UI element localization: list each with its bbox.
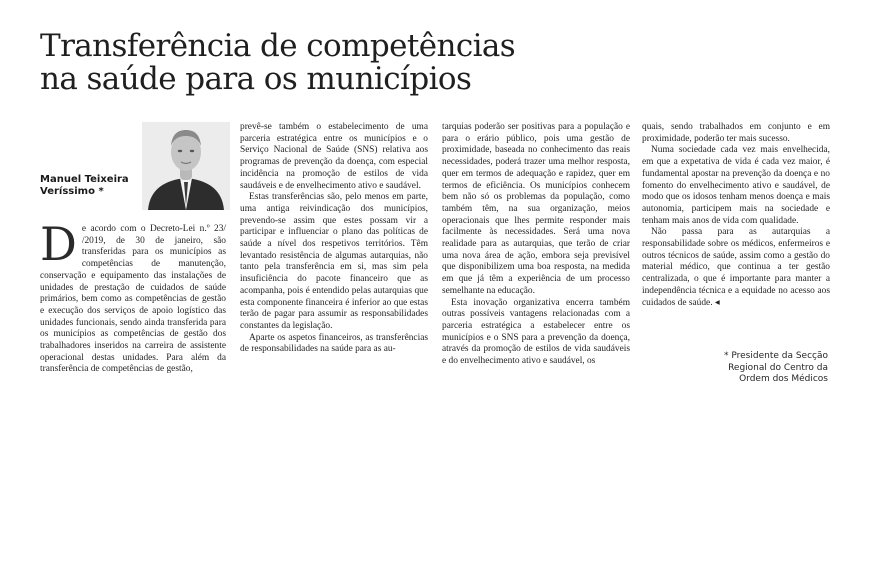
article-column-4 [642,122,830,309]
author-name-line-1: Manuel Teixeira [40,174,129,185]
paragraph: quais, sendo trabalhados em conjunto e em proximidade, poderão ter mais sucesso. [642,122,830,144]
author-byline [40,174,150,198]
paragraph: prevê-se também o estabelecimento de uma parceria estratégica entre os municípios e o Serviço Nacional de Saúde (SNS) relativa aos programas de prevenção da doença, com especial incidência na promoção de estilos de vida saudáveis e de envelhecimento ativo e saudável. [240,122,428,191]
paragraph: Aparte os aspetos financeiros, as transferências de responsabilidades na saúde para as au- [240,332,428,355]
paragraph: Esta inovação organizativa encerra também outras possíveis vantagens relacionadas com a parceria estratégica a estabelecer entre os municípios e o SNS para a prevenção da doença, através da promoção de estilos de vida saudáveis e do envelhecimento ativo e saudável, os [442,297,630,367]
paragraph: Não passa para as autarquias a responsabilidade sobre os médicos, enfermeiros e outros técnicos de saúde, assim como a gestão do material médico, que continua a ter gestão centralizada, o que é importante para manter a independência técnica e a equidade no acesso aos cuidados de saúde. ◂ [642,227,830,308]
article-column-2 [240,122,428,356]
author-photo [142,122,230,210]
article-title [40,30,560,96]
article-title-line-2: na saúde para os municípios [40,61,472,97]
article-column-1 [40,217,226,376]
paragraph: tarquias poderão ser positivas para a população e para o erário público, pois uma gestão de proximidade, baseada no conhecimento das reais necessidades, poderá trazer uma melhor resposta, quer em termos de adequação e rapidez, quer em termos de eficiência. Os municípios conhecem bem não só os problemas da população, como também têm, na sua organização, meios operacionais que lhes permite responder mais facilmente às necessidades. Será uma nova realidade para as autarquias, que terão de criar uma nova área de ação, embora seja previsível que disponibilizem uma boa resposta, na medida em que já têm a experiência de um processo semelhante na educação. [442,122,630,296]
article-column-3 [442,122,630,368]
drop-cap: D [40,217,77,271]
author-footnote: * Presidente da Secção Regional do Centro da Ordem dos Médicos [724,351,828,385]
author-portrait-image [142,122,230,210]
article-title-line-1: Transferência de competências [40,28,516,64]
author-name-line-2: Veríssimo * [40,186,104,197]
paragraph: Estas transferências são, pelo menos em parte, uma antiga reivindicação dos municípios, prevendo-se assim que estes possam vir a participar e influenciar o plano das políticas de saúde a nível dos respetivos territórios. Têm levantado resistência de algumas autarquias, não tanto pela transferência em si, mas sim pela insuficiência do pacote financeiro que as acompanha, pois é entendido pelas autarquias que esta componente financeira é inferior ao que estas terão de pagar para assumir as responsabilidades constantes da legislação. [240,192,428,331]
paragraph: Numa sociedade cada vez mais envelhecida, em que a expetativa de vida é cada vez maior, é fundamental apostar na prevenção da doença e no fomento do envelhecimento ativo e saudável, de modo que os idosos tenham menos doença e mais autonomia, participem mais na sociedade e tenham mais anos de vida com qualidade. [642,145,830,226]
paragraph-text: e acordo com o Decreto-Lei n.º 23/ /2019, de 30 de janeiro, são transferidas para os municípios as competências de manutenção, conservação e equipamento das instalações de unidades de prestação de cuidados de saúde primários, bem como as competências de gestão e execução dos serviços de apoio logístico das unidades funcionais, sendo ainda transferida para os municípios as competências de gestão dos trabalhadores inseridos na carreira de assistente operacional destas unidades. Para além da transferência de competências de gestão, [40,224,226,375]
paragraph [40,217,226,376]
